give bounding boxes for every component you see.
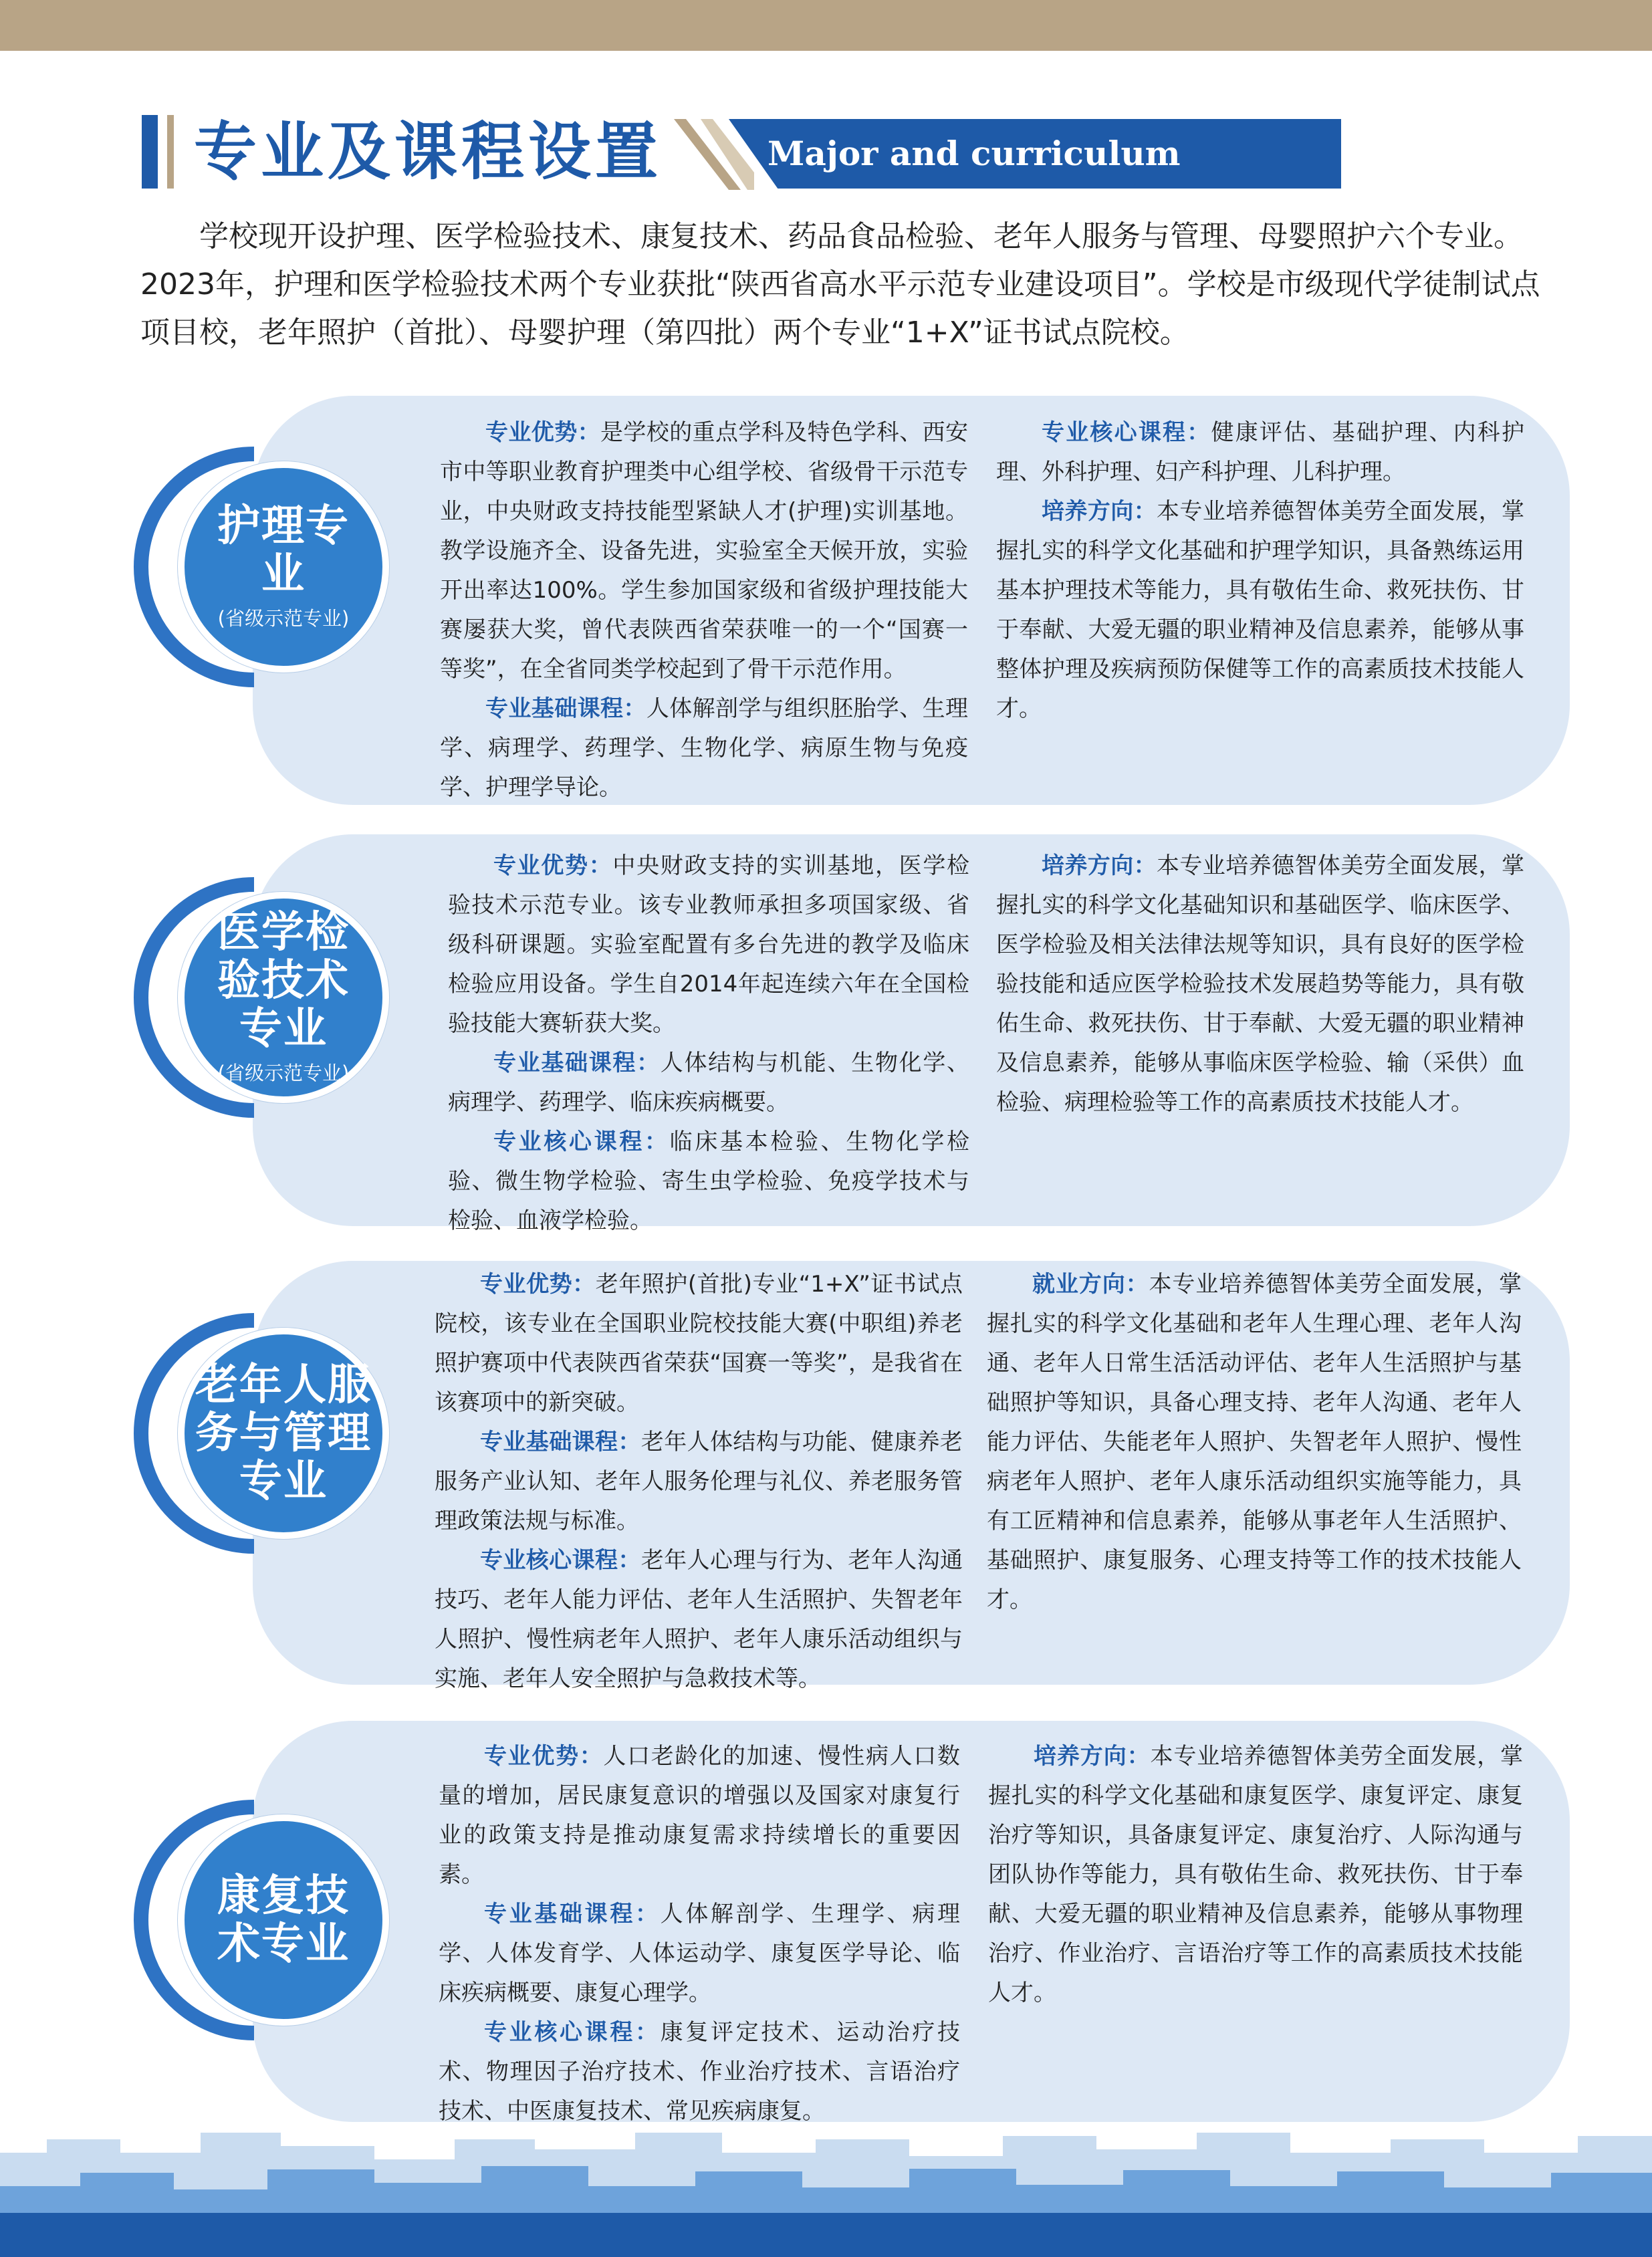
basic-course-label: 专业基础课程：: [484, 1901, 661, 1927]
direction-text: 本专业培养德智体美劳全面发展，掌握扎实的科学文化基础知识和基础医学、临床医学、医学检验及相关法律法规等知识，具有良好的医学检验技能和适应医学检验技术发展趋势等能力，具有敬佑生命、救死扶伤、甘于奉献、大爱无疆的职业精神及信息素养，能够从事临床医学检验、输（采供）血检验、病理检验等工作的高素质技术技能人才。: [996, 852, 1524, 1116]
advantage-text: 是学校的重点学科及特色学科、西安市中等职业教育护理类中心组学校、省级骨干示范专业，中央财政支持技能型紧缺人才(护理)实训基地。教学设施齐全、设备先进，实验室全天候开放，实验开出率达100%。学生参加国家级和省级护理技能大赛屡获大奖，曾代表陕西省荣获唯一的一个“国赛一等奖”，在全省同类学校起到了骨干示范作用。: [440, 419, 968, 683]
column-right: [996, 413, 1524, 729]
basic-course-text: 老年人体结构与功能、健康养老服务产业认知、老年人服务伦理与礼仪、养老服务管理政策法规与标准。: [435, 1429, 963, 1534]
major-badge: [178, 1814, 389, 2026]
core-course-text: 临床基本检验、生物化学检验、微生物学检验、寄生虫学检验、免疫学技术与检验、血液学检验。: [448, 1128, 970, 1234]
major-tag: (省级示范专业): [217, 1062, 350, 1084]
major-badge: [178, 461, 389, 673]
core-course-label: 专业核心课程：: [1042, 419, 1211, 446]
direction-text: 本专业培养德智体美劳全面发展，掌握扎实的科学文化基础和护理学知识，具备熟练运用基本护理技术等能力，具有敬佑生命、救死扶伤、甘于奉献、大爱无疆的职业精神及信息素养，能够从事整体护理及疾病预防保健等工作的高素质技术技能人才。: [996, 498, 1524, 722]
direction-text: 本专业培养德智体美劳全面发展，掌握扎实的科学文化基础和老年人生理心理、老年人沟通、老年人日常生活活动评估、老年人生活照护与基础照护等知识，具备心理支持、老年人沟通、老年人能力评估、失能老年人照护、失智老年人照护、慢性病老年人照护、老年人康乐活动组织实施等能力，具有工匠精神和信息素养，能够从事老年人生活照护、基础照护、康复服务、心理支持等工作的技术技能人才。: [987, 1271, 1522, 1613]
direction-text: 本专业培养德智体美劳全面发展，掌握扎实的科学文化基础和康复医学、康复评定、康复治疗等知识，具备康复评定、康复治疗、人际沟通与团队协作等能力，具有敬佑生命、救死扶伤、甘于奉献、大爱无疆的职业精神及信息素养，能够从事物理治疗、作业治疗、言语治疗等工作的高素质技术技能人才。: [988, 1743, 1523, 2006]
direction-label: 培养方向：: [1042, 498, 1157, 525]
column-left: [435, 1265, 963, 1699]
column-right: [988, 1737, 1523, 2013]
core-course-text: 康复评定技术、运动治疗技术、物理因子治疗技术、作业治疗技术、言语治疗技术、中医康复技术、常见疾病康复。: [439, 2019, 961, 2125]
column-left: [439, 1737, 960, 2131]
advantage-label: 专业优势：: [485, 419, 600, 446]
intro-text: 学校现开设护理、医学检验技术、康复技术、药品食品检验、老年人服务与管理、母婴照护六个专业。2023年，护理和医学检验技术两个专业获批“陕西省高水平示范专业建设项目”。学校是市级现代学徒制试点项目校，老年照护（首批）、母婴护理（第四批）两个专业“1+X”证书试点院校。: [140, 219, 1540, 350]
major-tag: (省级示范专业): [217, 607, 350, 630]
column-right: [987, 1265, 1522, 1620]
header-accent-bar: [142, 115, 158, 189]
page-title: 专业及课程设置: [194, 116, 663, 189]
footer-wave-decor: [0, 2113, 1652, 2257]
advantage-label: 专业优势：: [493, 852, 613, 879]
major-name: 老年人服务与管理专业: [195, 1360, 372, 1506]
direction-label: 培养方向：: [1034, 1743, 1151, 1770]
core-course-label: 专业核心课程：: [484, 2019, 661, 2046]
intro-paragraph: [140, 213, 1564, 357]
major-name: 医学检验技术专业: [217, 908, 350, 1054]
advantage-label: 专业优势：: [480, 1271, 596, 1298]
major-badge: [178, 892, 389, 1103]
basic-course-text: 人体解剖学与组织胚胎学、生理学、病理学、药理学、生物化学、病原生物与免疫学、护理学导论。: [440, 695, 969, 801]
advantage-text: 老年照护(首批)专业“1+X”证书试点院校，该专业在全国职业院校技能大赛(中职组)养老照护赛项中代表陕西省荣获“国赛一等奖”，是我省在该赛项中的新突破。: [435, 1271, 963, 1416]
column-left: [440, 413, 968, 808]
page-title-english: Major and curriculum: [768, 134, 1181, 173]
core-course-label: 专业核心课程：: [480, 1547, 641, 1574]
top-decor-bar: [0, 0, 1652, 51]
core-course-text: 健康评估、基础护理、内科护理、外科护理、妇产科护理、儿科护理。: [996, 419, 1525, 485]
advantage-text: 人口老龄化的加速、慢性病人口数量的增加，居民康复意识的增强以及国家对康复行业的政策支持是推动康复需求持续增长的重要因素。: [439, 1743, 960, 1888]
advantage-text: 中央财政支持的实训基地，医学检验技术示范专业。该专业教师承担多项国家级、省级科研课题。实验室配置有多台先进的教学及临床检验应用设备。学生自2014年起连续六年在全国检验技能大赛斩获大奖。: [448, 852, 969, 1037]
header-accent-stripe: [167, 115, 174, 189]
basic-course-label: 专业基础课程：: [480, 1429, 641, 1455]
basic-course-text: 人体解剖学、生理学、病理学、人体发育学、人体运动学、康复医学导论、临床疾病概要、康复心理学。: [439, 1901, 961, 2006]
basic-course-text: 人体结构与机能、生物化学、病理学、药理学、临床疾病概要。: [448, 1050, 970, 1116]
major-badge: [178, 1328, 389, 1539]
core-course-text: 老年人心理与行为、老年人沟通技巧、老年人能力评估、老年人生活照护、失智老年人照护、慢性病老年人照护、老年人康乐活动组织与实施、老年人安全照护与急救技术等。: [435, 1547, 963, 1692]
column-right: [996, 846, 1524, 1122]
direction-label: 培养方向：: [1042, 852, 1157, 879]
major-name: 康复技术专业: [217, 1871, 350, 1969]
advantage-label: 专业优势：: [484, 1743, 604, 1770]
major-name: 护理专业: [217, 501, 350, 599]
core-course-label: 专业核心课程：: [493, 1128, 670, 1155]
basic-course-label: 专业基础课程：: [493, 1050, 661, 1076]
column-left: [448, 846, 969, 1241]
direction-label: 就业方向：: [1032, 1271, 1149, 1298]
basic-course-label: 专业基础课程：: [485, 695, 646, 722]
